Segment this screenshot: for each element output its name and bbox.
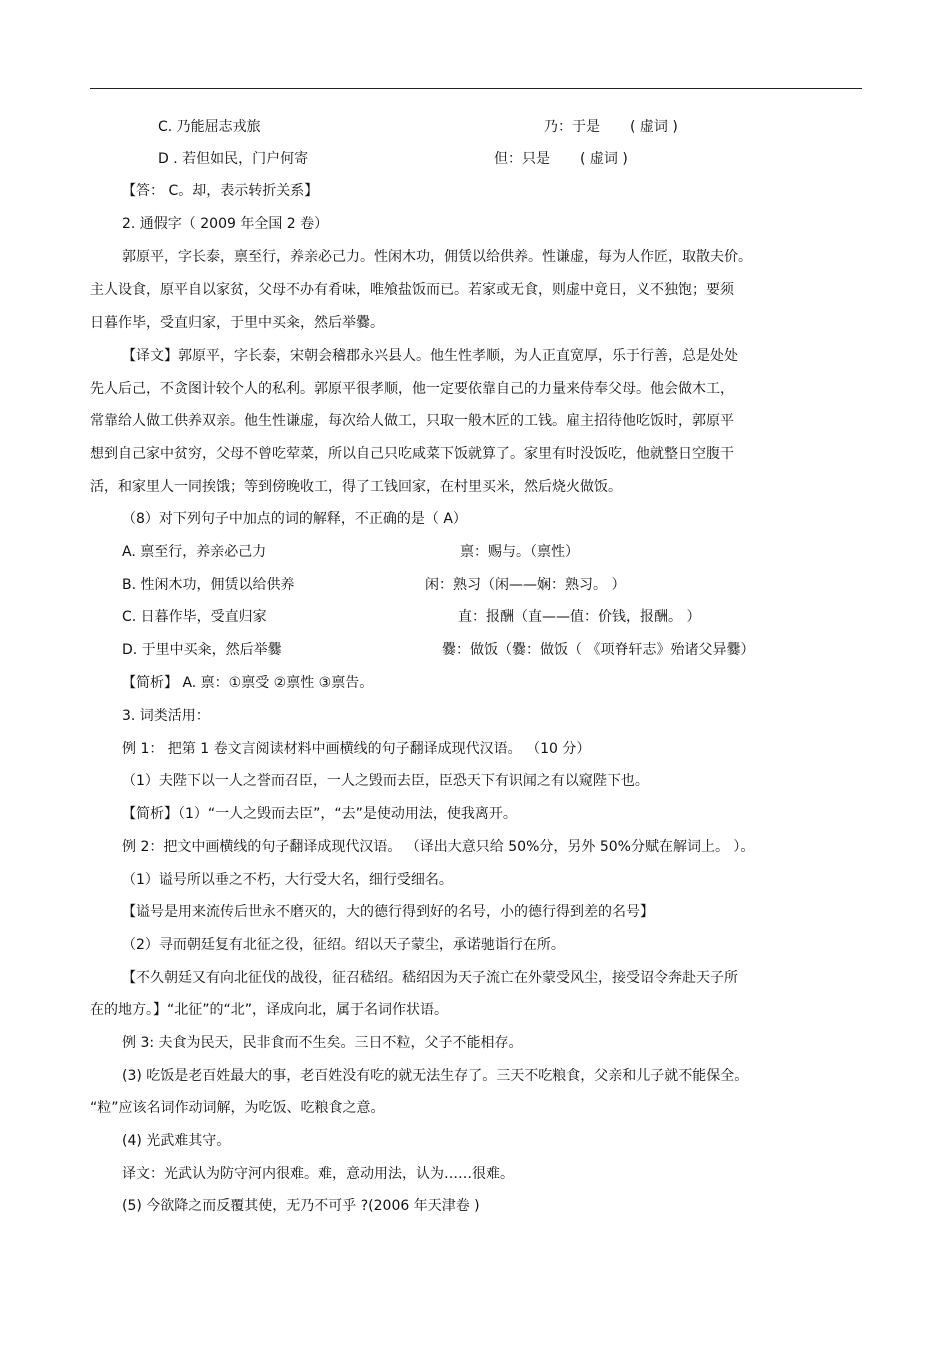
translation-line: 常靠给人做工供养双亲。他生性谦虚，每次给人做工，只取一般木匠的工钱。雇主招待他吃饭时，郭原平: [90, 413, 734, 429]
item-4-sentence: (4) 光武难其守。: [122, 1133, 231, 1149]
example-3-heading: 例 3: 夫食为民天，民非食而不生矣。三日不粒，父子不能相存。: [122, 1035, 523, 1051]
example-2-heading: 例 2：把文中画横线的句子翻译成现代汉语。 （译出大意只给 50%分，另外 50%分赋在解词上。 ）。: [122, 839, 755, 855]
choice-c-text: C. 日暮作毕，受直归家: [122, 609, 267, 625]
passage-line: 主人设食，原平自以家贫，父母不办有肴味，唯飧盐饭而已。若家或无食，则虚中竟日，义不独饱；要须: [90, 282, 734, 298]
example-2-translation-2: 【不久朝廷又有向北征伐的战役，征召嵇绍。嵇绍因为天子流亡在外蒙受风尘，接受诏令奔赴天子所: [122, 970, 738, 986]
translation-line: 想到自己家中贫穷，父母不曾吃荤菜，所以自己只吃咸菜下饭就算了。家里有时没饭吃，他就整日空腹干: [90, 446, 734, 462]
choice-d-gloss: 爨：做饭（爨：做饭（ 《项脊轩志》殆诸父异爨）: [442, 642, 755, 658]
item-5-sentence: (5) 今欲降之而反覆其使，无乃不可乎 ?(2006 年天津卷 ): [122, 1198, 480, 1214]
choice-a-gloss: 禀：赐与。（禀性）: [460, 544, 579, 560]
option-c-gloss: 乃：于是: [544, 119, 600, 135]
analysis-line: 【简析】 A. 禀：①禀受 ②禀性 ③禀告。: [122, 675, 374, 691]
example-2-sentence-2: （2）寻而朝廷复有北征之役，征绍。绍以天子蒙尘，承诺驰诣行在所。: [122, 937, 565, 953]
option-c-type: ( 虚词 ): [630, 119, 678, 135]
translation-line: 活，和家里人一同挨饿；等到傍晚收工，得了工钱回家，在村里买米，然后烧火做饭。: [90, 479, 622, 495]
section-heading-2: 2. 通假字（ 2009 年全国 2 卷）: [122, 216, 329, 232]
example-2-translation-1: 【谥号是用来流传后世永不磨灭的，大的德行得到好的名号，小的德行得到差的名号】: [122, 904, 654, 920]
example-2-sentence-1: （1）谥号所以垂之不朽，大行受大名，细行受细名。: [122, 872, 453, 888]
option-d-type: ( 虚词 ): [580, 151, 628, 167]
option-d-text: D . 若但如民，门户何寄: [158, 151, 309, 167]
example-2-translation-2-cont: 在的地方。】“北征”的“北”，译成向北，属于名词作状语。: [90, 1002, 449, 1018]
translation-line: 【译文】郭原平，字长泰，宋朝会稽郡永兴县人。他生性孝顺，为人正直宽厚，乐于行善，总是处处: [122, 348, 738, 364]
example-1-analysis: 【简析】（1）“一人之毁而去臣”，“去”是使动用法，使我离开。: [122, 806, 517, 822]
choice-c-gloss: 直：报酬（直——值：价钱，报酬。 ）: [458, 609, 701, 625]
example-1-sentence: （1）夫陛下以一人之誉而召臣，一人之毁而去臣，臣恐天下有识闻之有以窥陛下也。: [122, 773, 649, 789]
example-1-heading: 例 1： 把第 1 卷文言阅读材料中画横线的句子翻译成现代汉语。 （10 分）: [122, 741, 591, 757]
choice-b-text: B. 性闲木功，佣赁以给供养: [122, 577, 295, 593]
choice-d-text: D. 于里中买籴，然后举爨: [122, 642, 282, 658]
example-3-translation: (3) 吃饭是老百姓最大的事，老百姓没有吃的就无法生存了。三天不吃粮食，父亲和儿子就不能保全。: [122, 1068, 749, 1084]
passage-line: 日暮作毕，受直归家，于里中买籴，然后举爨。: [90, 315, 384, 331]
translation-line: 先人后己，不贪图计较个人的私利。郭原平很孝顺，他一定要依靠自己的力量来侍奉父母。他会做木工，: [90, 381, 734, 397]
header-rule: [90, 88, 862, 89]
option-c-text: C. 乃能屈志戎旅: [158, 119, 261, 135]
item-4-translation: 译文：光武认为防守河内很难。难，意动用法，认为……很难。: [122, 1166, 514, 1182]
question-8: （8）对下列句子中加点的词的解释，不正确的是（ A）: [122, 511, 467, 527]
passage-line: 郭原平，字长泰，禀至行，养亲必己力。性闲木功，佣赁以给供养。性谦虚，每为人作匠，取散夫价。: [122, 249, 752, 265]
example-3-note: “粒”应该名词作动词解，为吃饭、吃粮食之意。: [90, 1100, 385, 1116]
option-d-gloss: 但：只是: [494, 151, 550, 167]
choice-a-text: A. 禀至行，养亲必己力: [122, 544, 267, 560]
section-heading-3: 3. 词类活用：: [122, 708, 210, 724]
choice-b-gloss: 闲：熟习（闲——娴：熟习。 ）: [425, 577, 626, 593]
answer-line: 【答： C。却，表示转折关系】: [122, 183, 319, 199]
